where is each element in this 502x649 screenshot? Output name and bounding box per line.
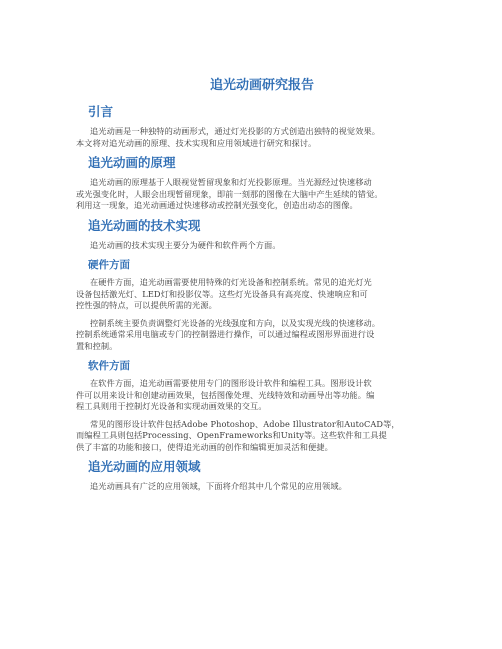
text-line: 追光动画是一种独特的动画形式，通过灯光投影的方式创造出独特的视觉效果。 bbox=[90, 126, 381, 136]
text-line: 在软件方面，追光动画需要使用专门的图形设计软件和编程工具。图形设计软 bbox=[90, 378, 372, 388]
software-paragraph-2 bbox=[76, 419, 436, 454]
section-heading-principle: 追光动画的原理 bbox=[88, 155, 176, 170]
hardware-paragraph-1 bbox=[76, 277, 436, 312]
software-paragraph-1 bbox=[76, 378, 436, 413]
text-line: 置和控制。 bbox=[76, 340, 118, 351]
text-line: 程工具则用于控制灯光设备和实现动画效果的交互。 bbox=[76, 401, 267, 411]
section-heading-technology: 追光动画的技术实现 bbox=[88, 217, 201, 233]
text-line: 控制系统主要负责调整灯光设备的光线强度和方向，以及实现光线的快速移动。 bbox=[90, 317, 381, 328]
text-line: 或光强变化时，人眼会出现暂留现象，即前一刻那的图像在大脑中产生延续的错觉。 bbox=[76, 188, 383, 199]
hardware-paragraph-2 bbox=[76, 318, 436, 353]
text-line: 利用这一现象，追光动画通过快速移动或控制光强变化，创造出动态的图像。 bbox=[76, 200, 358, 210]
section-heading-intro: 引言 bbox=[88, 104, 114, 119]
intro-paragraph bbox=[76, 126, 436, 149]
text-line: 控制系统通常采用电脑或专门的控制器进行操作，可以通过编程或图形界面进行设 bbox=[76, 329, 375, 339]
subsection-heading-software: 软件方面 bbox=[88, 360, 130, 372]
text-line: 在硬件方面，追光动画需要使用特殊的灯光设备和控制系统。常见的追光灯光 bbox=[90, 277, 372, 287]
text-line: 追光动画具有广泛的应用领域，下面将介绍其中几个常见的应用领域。 bbox=[90, 481, 347, 491]
text-line: 设备包括激光灯、LED灯和投影仪等。这些灯光设备具有高亮度、快速响应和可 bbox=[76, 288, 368, 299]
text-line: 供了丰富的功能和接口，使得追光动画的创作和编辑更加灵活和便捷。 bbox=[76, 441, 333, 452]
text-line: 控性强的特点，可以提供所需的光源。 bbox=[76, 300, 217, 310]
text-line: 件可以用来设计和创建动画效果，包括图像处理、光线特效和动画导出等功能。编 bbox=[76, 389, 375, 400]
subsection-heading-hardware: 硬件方面 bbox=[88, 259, 130, 271]
text-line: 追光动画的原理基于人眼视觉暂留现象和灯光投影原理。当光源经过快速移动 bbox=[90, 177, 372, 187]
principle-paragraph bbox=[76, 177, 436, 212]
text-line: 而编程工具则包括Processing、OpenFrameworks和Unity等。这些软件和工具提 bbox=[76, 430, 387, 440]
section-heading-applications: 追光动画的应用领域 bbox=[88, 459, 201, 474]
document-title: 追光动画研究报告 bbox=[209, 78, 314, 93]
text-line: 追光动画的技术实现主要分为硬件和软件两个方面。 bbox=[90, 239, 281, 250]
text-line: 常见的图形设计软件包括Adobe Photoshop、Adobe Illustrator和AutoCAD等， bbox=[90, 418, 400, 429]
document-page bbox=[76, 78, 436, 499]
technology-paragraph bbox=[76, 240, 436, 252]
text-line: 本文将对追光动画的原理、技术实现和应用领域进行研究和探讨。 bbox=[76, 137, 317, 148]
applications-paragraph bbox=[76, 481, 436, 493]
